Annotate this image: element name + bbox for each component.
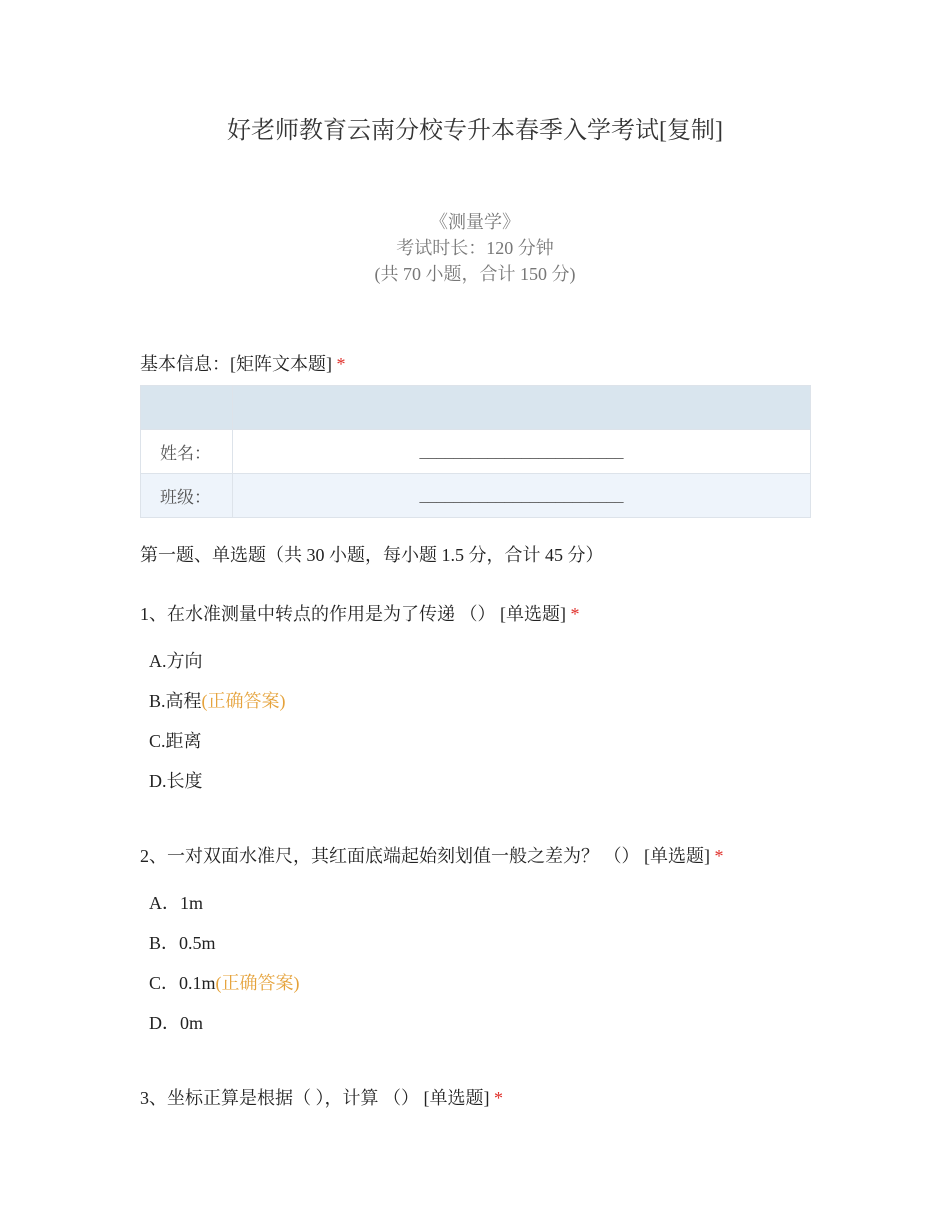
option-text: C．0.1m xyxy=(149,973,216,993)
matrix-row-class xyxy=(141,474,811,518)
subject-name: 《测量学》 xyxy=(430,212,520,232)
question-text: 3、坐标正算是根据（ ），计算 （） [单选题] xyxy=(140,1088,490,1108)
option-b[interactable] xyxy=(149,687,286,713)
question-1 xyxy=(140,600,580,626)
class-fill-blank[interactable]: ________________________ xyxy=(233,474,811,518)
required-mark: * xyxy=(714,846,724,866)
matrix-row-label: 姓名： xyxy=(141,430,233,474)
matrix-row-label: 班级： xyxy=(141,474,233,518)
required-mark: * xyxy=(570,604,580,624)
exam-summary: (共 70 小题，合计 150 分) xyxy=(374,264,576,284)
section-heading: 第一题、单选题（共 30 小题，每小题 1.5 分，合计 45 分） xyxy=(140,545,604,565)
option-b[interactable]: B．0.5m xyxy=(149,933,216,953)
matrix-header-cell xyxy=(141,386,233,430)
question-text: 1、在水准测量中转点的作用是为了传递 （） [单选题] xyxy=(140,604,566,624)
exam-title: 好老师教育云南分校专升本春季入学考试[复制] xyxy=(227,118,723,144)
correct-answer-note: (正确答案) xyxy=(201,691,286,711)
basic-info-label xyxy=(140,350,346,376)
option-c[interactable] xyxy=(149,969,300,995)
question-2 xyxy=(140,842,724,868)
required-mark: * xyxy=(494,1088,503,1108)
matrix-header-row xyxy=(141,386,811,430)
option-text: B.高程 xyxy=(149,691,202,711)
option-a[interactable]: A．1m xyxy=(149,893,203,913)
correct-answer-note: (正确答案) xyxy=(215,973,300,993)
matrix-row-name xyxy=(141,430,811,474)
question-3 xyxy=(140,1084,503,1110)
option-a[interactable]: A.方向 xyxy=(149,651,203,671)
basic-info-matrix xyxy=(140,385,811,518)
matrix-header-cell xyxy=(233,386,811,430)
option-c[interactable]: C.距离 xyxy=(149,731,202,751)
option-d[interactable]: D.长度 xyxy=(149,771,203,791)
name-fill-blank[interactable]: ________________________ xyxy=(233,430,811,474)
option-d[interactable]: D．0m xyxy=(149,1013,203,1033)
exam-duration: 考试时长：120 分钟 xyxy=(396,238,554,258)
basic-info-text: 基本信息：[矩阵文本题] xyxy=(140,354,332,374)
required-mark: * xyxy=(336,354,346,374)
question-text: 2、一对双面水准尺，其红面底端起始刻划值一般之差为？ （） [单选题] xyxy=(140,846,710,866)
